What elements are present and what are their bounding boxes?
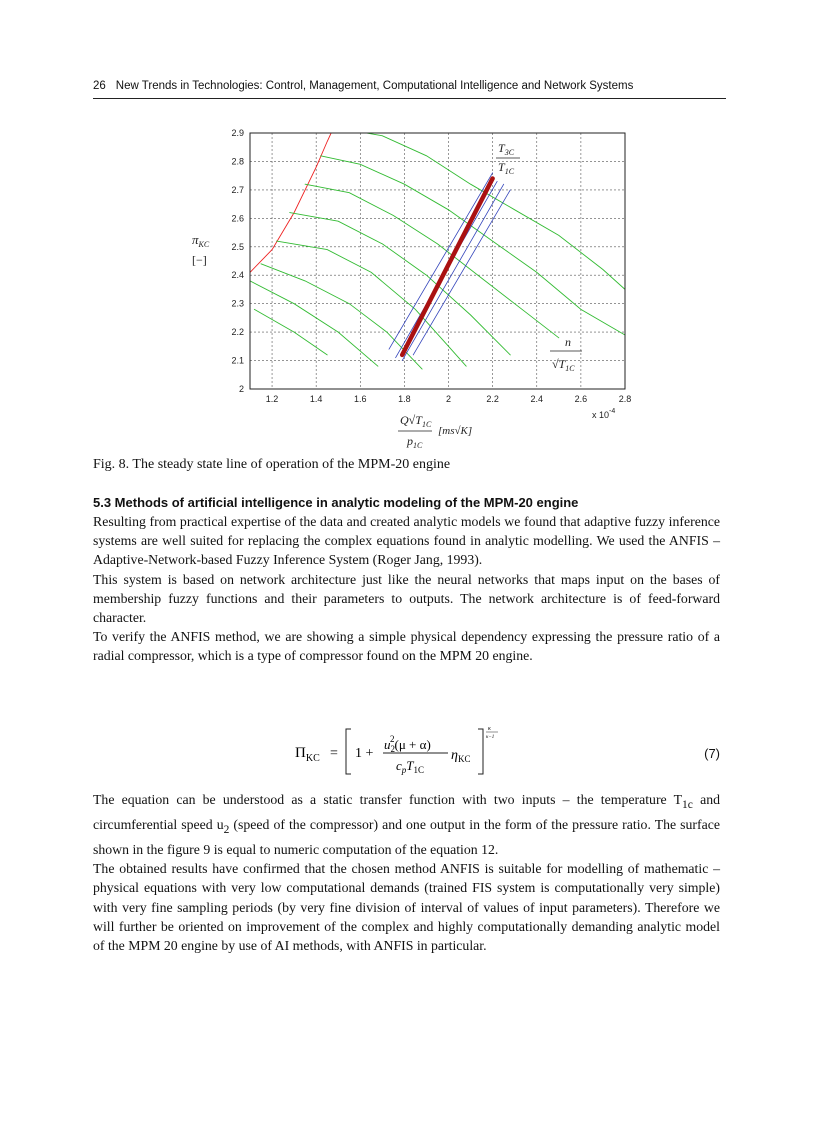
- eq-exponent-den: κ−1: [486, 735, 495, 740]
- paragraph-part: The equation can be understood as a static transfer function with two inputs – the temperature T: [93, 792, 683, 807]
- equation-number: (7): [704, 746, 720, 761]
- x-tick-label: 2.2: [486, 394, 499, 404]
- x-axis-unit: [ms√K]: [438, 425, 473, 437]
- x-tick-label: 1.6: [354, 394, 367, 404]
- eq-denominator: $c_pT_{1C}$: [396, 758, 425, 775]
- annotation-temperature-ratio-denominator: $T_{1C}$: [498, 160, 515, 176]
- eq-numerator: $u_22(\mu + \alpha)$: [384, 734, 431, 754]
- series-speed-line-2: [321, 156, 625, 335]
- compressor-map-chart: [180, 118, 650, 453]
- annotation-temperature-ratio-numerator: $T_{3C}$: [498, 141, 515, 157]
- running-header: [93, 80, 726, 99]
- figure-caption: Fig. 8. The steady state line of operation of the MPM-20 engine: [93, 457, 451, 472]
- equation-7: [93, 722, 720, 782]
- eq-left-bracket: [346, 729, 351, 774]
- x-tick-label: 1.8: [398, 394, 411, 404]
- x-tick-label: 2.6: [574, 394, 588, 404]
- series-speed-line-7: [250, 281, 378, 366]
- annotation-speed-denominator: $√T_{1C}$: [552, 357, 575, 373]
- y-axis-unit: [−]: [192, 253, 207, 267]
- eq-right-bracket: [478, 729, 483, 774]
- series-speed-line-4: [290, 213, 511, 355]
- y-tick-label: 2.4: [231, 270, 244, 281]
- x-tick-label: 2: [446, 394, 452, 404]
- eq-equals: =: [330, 746, 338, 761]
- y-tick-label: 2.8: [231, 156, 244, 167]
- paragraph: [93, 790, 720, 859]
- section-title: 5.3 Methods of artificial intelligence in analytic modeling of the MPM-20 engine: [93, 495, 579, 510]
- x-axis-label: $Q√T_{1C}$: [400, 413, 432, 429]
- eq-one-plus: 1 +: [355, 746, 374, 761]
- y-tick-label: 2.7: [231, 184, 244, 195]
- eq-exponent-num: κ: [488, 726, 491, 732]
- paragraph-part: and circumferential speed u: [93, 792, 720, 832]
- figure-8: [180, 118, 650, 458]
- series-operating-line: [402, 179, 492, 355]
- x-axis-label-denominator: $p_{1C}$: [407, 434, 423, 450]
- paragraph: This system is based on network architecture just like the neural networks that maps input on the bases of membership fuzzy functions and their parameters to outputs. The network architecture is of feed-forward character.: [93, 571, 720, 626]
- series-surge-line: [250, 127, 334, 272]
- x-tick-label: 2.4: [530, 394, 544, 404]
- ticks: [231, 128, 631, 404]
- y-tick-label: 2: [238, 384, 244, 394]
- paragraph: Resulting from practical expertise of the data and created analytic models we found that adaptive fuzzy inference systems are well suited for replacing the complex equations found in analytic modelling. We used the ANFIS – Adaptive-Network-based Fuzzy Inference System (Roger Jang, 1993).: [93, 514, 720, 568]
- x-scale-note: x $10^{-4}$: [592, 408, 616, 420]
- book-title: New Trends in Technologies: Control, Management, Computational Intelligence and Network Systems: [115, 80, 634, 92]
- paragraph: The obtained results have confirmed that the chosen method ANFIS is suitable for modelling of mathematic – physical equations with very low computational demands (trained FIS system is computationally very simple) with very fine sampling periods (by very fine division of interval of values of input parameters). Therefore we will further be oriented on improvement of the complex and highly computationally demanding analytic model of the MPM 20 engine by use of AI methods, with ANFIS in particular.: [93, 861, 720, 953]
- series-efficiency-4: [413, 190, 510, 355]
- paragraph: To verify the ANFIS method, we are showing a simple physical dependency expressing the pressure ratio of a radial compressor, which is a type of compressor found on the MPM 20 engine.: [93, 629, 720, 664]
- subscript: 2: [223, 823, 230, 836]
- y-tick-label: 2.5: [231, 241, 244, 252]
- x-tick-label: 1.4: [309, 394, 323, 404]
- y-axis-label: $\pi_{KC}$: [192, 232, 210, 249]
- x-tick-label: 1.2: [265, 394, 279, 404]
- series-efficiency-2: [402, 184, 504, 360]
- section-body-after: [93, 790, 720, 955]
- section-body-before: [93, 493, 720, 666]
- page-number: 26: [93, 80, 106, 92]
- x-tick-label: 2.8: [618, 394, 632, 404]
- equation-graphic: [93, 722, 720, 782]
- eq-lhs: $\Pi_{KC}$: [295, 745, 320, 764]
- y-tick-label: 2.6: [231, 213, 244, 224]
- y-tick-label: 2.1: [231, 355, 244, 366]
- y-tick-label: 2.9: [231, 128, 244, 138]
- y-tick-label: 2.2: [231, 327, 244, 338]
- series: [250, 127, 625, 369]
- subscript: 1c: [682, 798, 693, 811]
- y-tick-label: 2.3: [231, 298, 244, 309]
- eq-eta: $\eta_{KC}$: [451, 748, 471, 764]
- annotation-speed-numerator: n: [565, 335, 571, 349]
- paragraph-part: (speed of the compressor) and one output in the form of the pressure ratio. The surface shown in the figure 9 is equal to numeric computation of the equation 12.: [93, 816, 720, 857]
